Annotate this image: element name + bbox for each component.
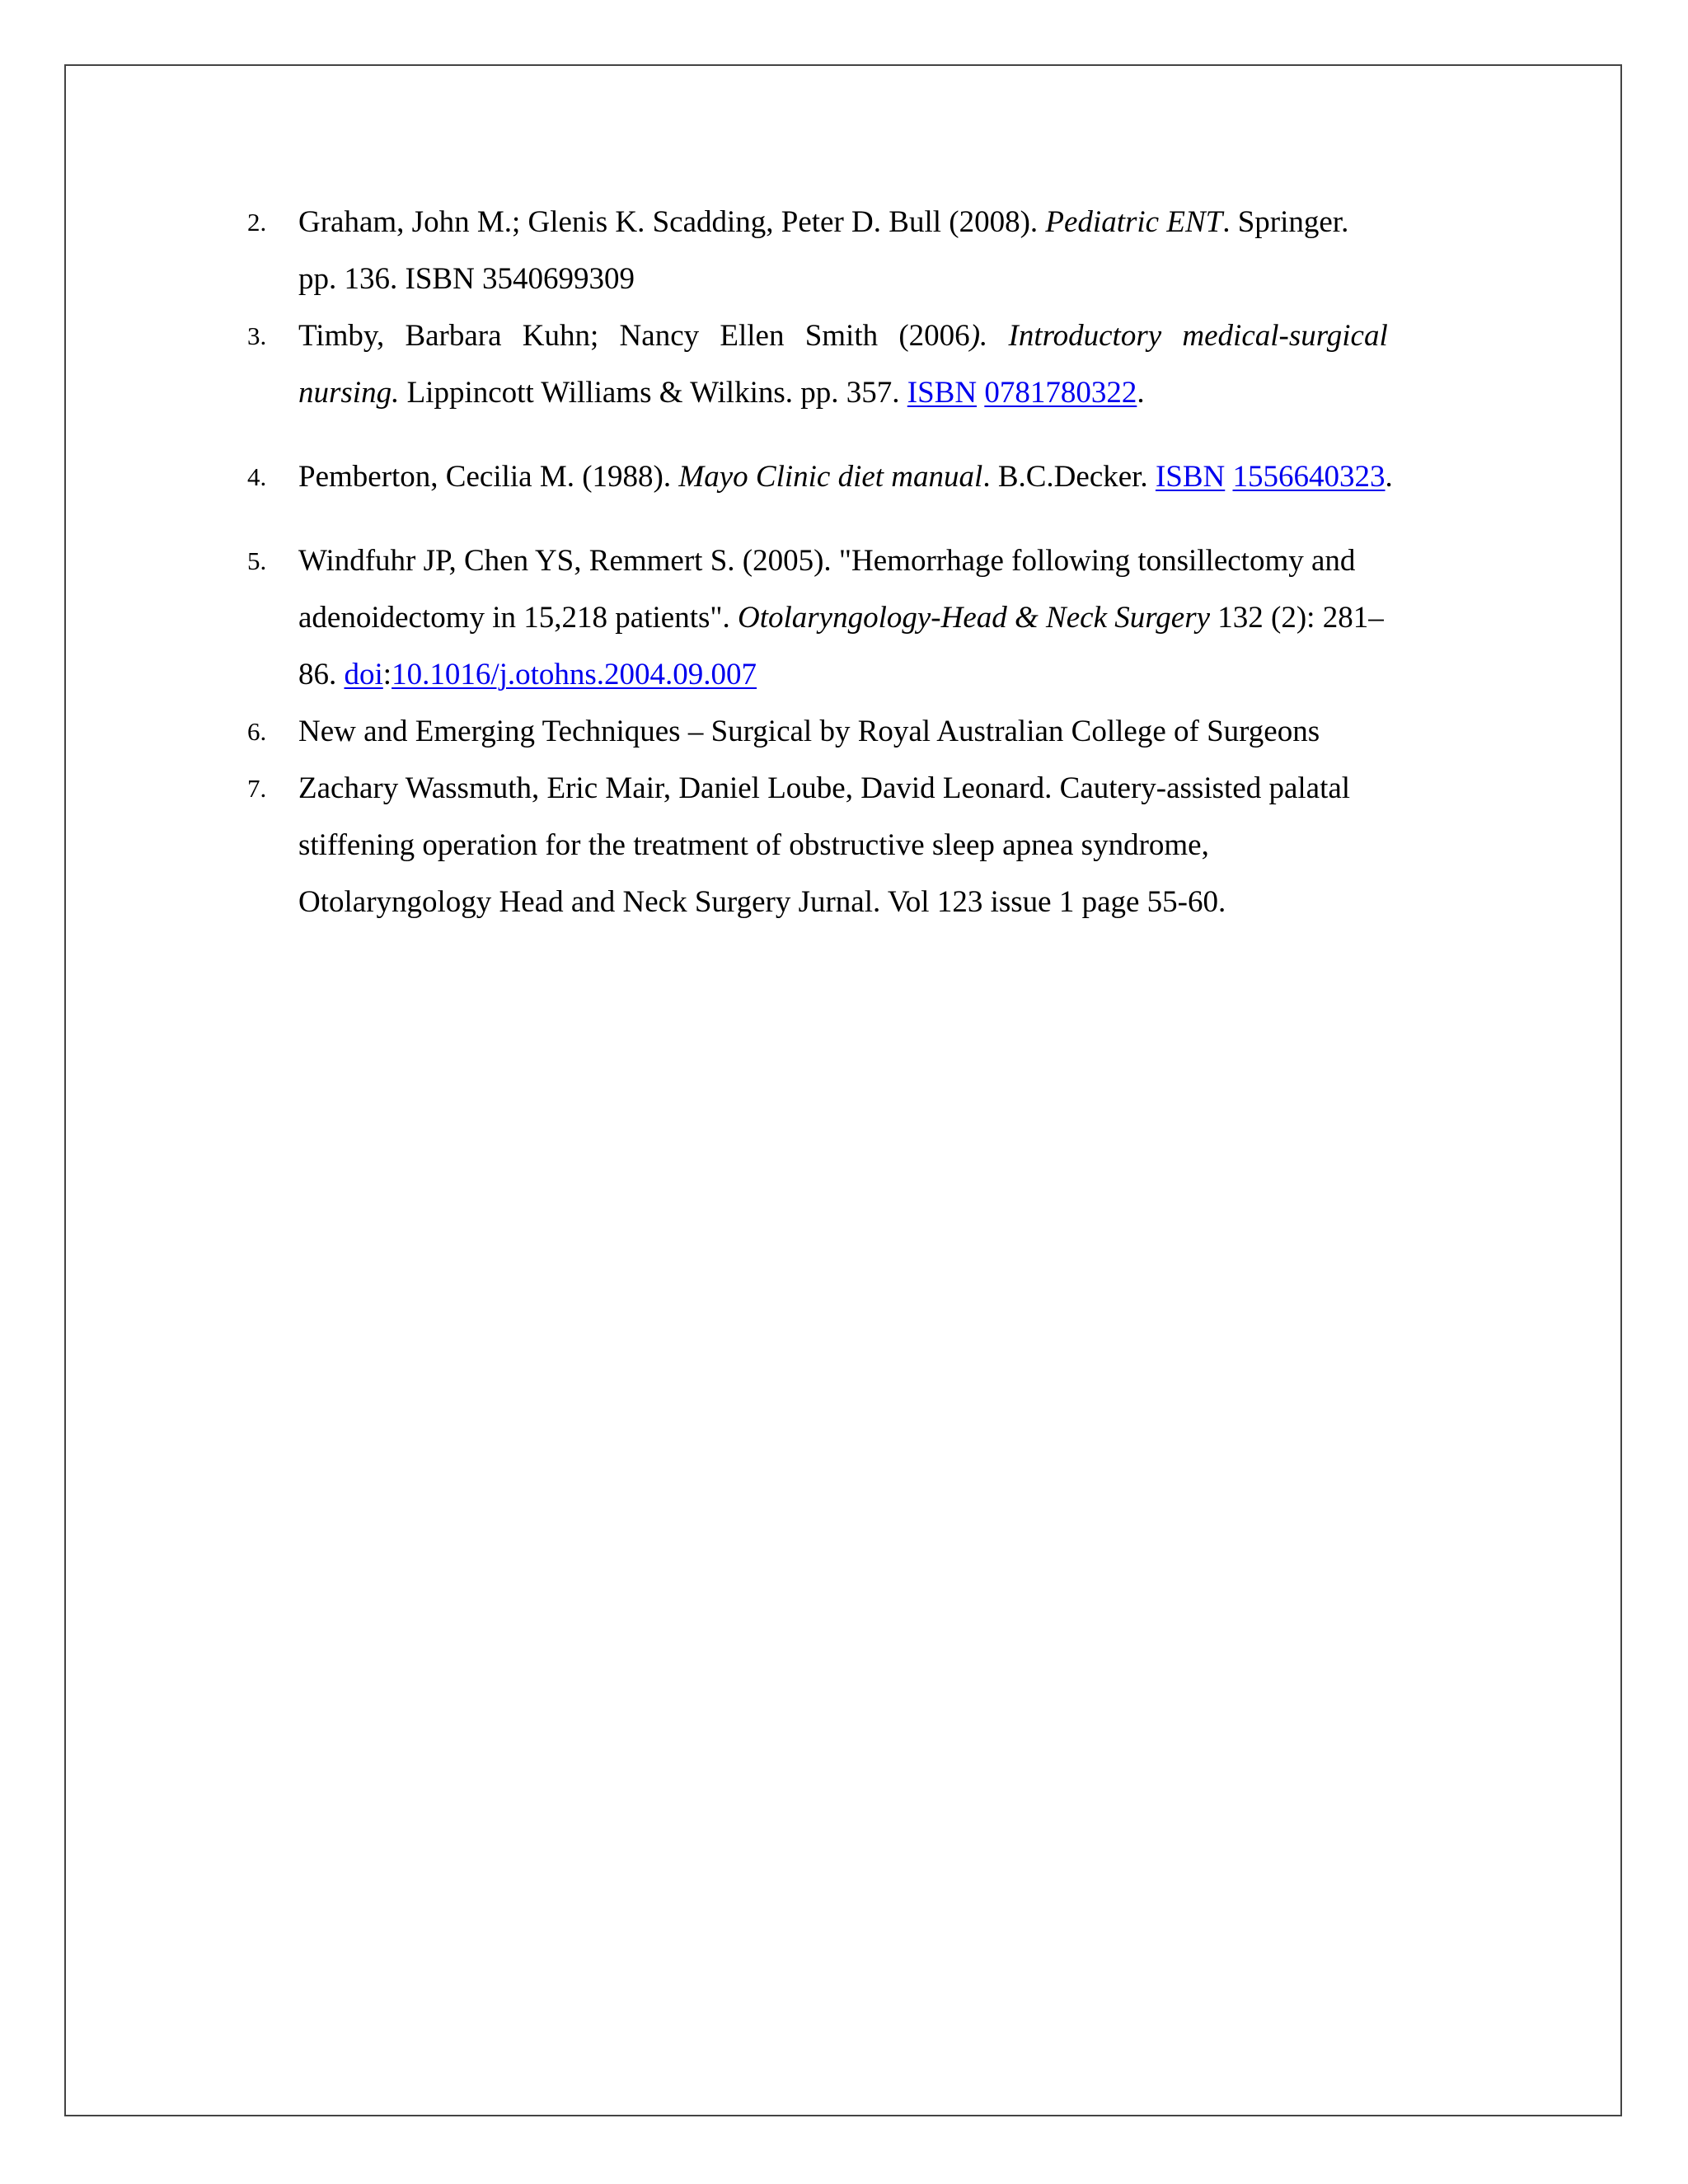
reference-item [247, 448, 1489, 505]
reference-text: . Springer. [1222, 205, 1349, 239]
reference-text: stiffening operation for the treatment of obstructive sleep apnea syndrome, [298, 828, 1209, 862]
reference-line [298, 448, 1489, 505]
reference-text: . [1385, 460, 1393, 494]
reference-text: Otolaryngology Head and Neck Surgery Jurnal. Vol 123 issue 1 page 55-60. [298, 885, 1226, 919]
reference-line [298, 646, 1489, 703]
isbn-number-link[interactable]: 0781780322 [984, 376, 1137, 410]
reference-text: adenoidectomy in 15,218 patients". [298, 601, 738, 635]
isbn-link[interactable]: ISBN [1155, 460, 1226, 494]
reference-text: 86. [298, 658, 345, 691]
reference-text: . [1137, 376, 1145, 410]
reference-item [247, 703, 1489, 760]
reference-line [298, 364, 1489, 421]
doi-value-link[interactable]: 10.1016/j.otohns.2004.09.007 [392, 658, 757, 691]
reference-title: Pediatric ENT [1045, 205, 1223, 239]
reference-text: Graham, John M.; Glenis K. Scadding, Peter D. Bull (2008). [298, 205, 1046, 239]
reference-list [247, 194, 1489, 930]
reference-line [298, 874, 1489, 930]
reference-number: 6. [247, 717, 267, 746]
reference-line [298, 589, 1489, 646]
reference-item [247, 307, 1489, 421]
reference-text: Pemberton, Cecilia M. (1988). [298, 460, 679, 494]
reference-line [298, 760, 1489, 817]
reference-text: Lippincott Williams & Wilkins. pp. 357. [399, 376, 907, 410]
reference-item [247, 194, 1489, 307]
reference-line [298, 532, 1489, 589]
reference-line [298, 194, 1489, 251]
reference-line [298, 703, 1489, 760]
reference-item [247, 760, 1489, 930]
reference-title: Mayo Clinic diet manual [678, 460, 983, 494]
reference-item [247, 532, 1489, 703]
reference-number: 5. [247, 546, 267, 575]
reference-line [298, 307, 1489, 364]
reference-text: pp. 136. ISBN 3540699309 [298, 262, 635, 296]
doi-link[interactable]: doi [344, 658, 383, 691]
reference-text: : [382, 658, 392, 691]
reference-title: nursing. [298, 376, 400, 410]
isbn-link[interactable]: ISBN [907, 376, 978, 410]
reference-number: 4. [247, 462, 267, 491]
reference-number: 3. [247, 321, 267, 350]
reference-number: 2. [247, 208, 267, 237]
reference-text: . B.C.Decker. [982, 460, 1156, 494]
reference-text: Windfuhr JP, Chen YS, Remmert S. (2005). "Hemorrhage following tonsillectomy and [298, 544, 1356, 578]
reference-text: New and Emerging Techniques – Surgical by Royal Australian College of Surgeons [298, 715, 1320, 748]
reference-line [298, 251, 1489, 307]
reference-number: 7. [247, 774, 267, 803]
reference-text: Zachary Wassmuth, Eric Mair, Daniel Loube, David Leonard. Cautery-assisted palatal [298, 771, 1351, 805]
reference-line [298, 817, 1489, 874]
reference-text: Timby, Barbara Kuhn; Nancy Ellen Smith (2006 [298, 319, 970, 353]
reference-text: 132 (2): 281– [1210, 601, 1384, 635]
isbn-number-link[interactable]: 1556640323 [1232, 460, 1386, 494]
reference-title: ). Introductory medical-surgical [969, 319, 1388, 353]
reference-title: Otolaryngology-Head & Neck Surgery [738, 601, 1211, 635]
